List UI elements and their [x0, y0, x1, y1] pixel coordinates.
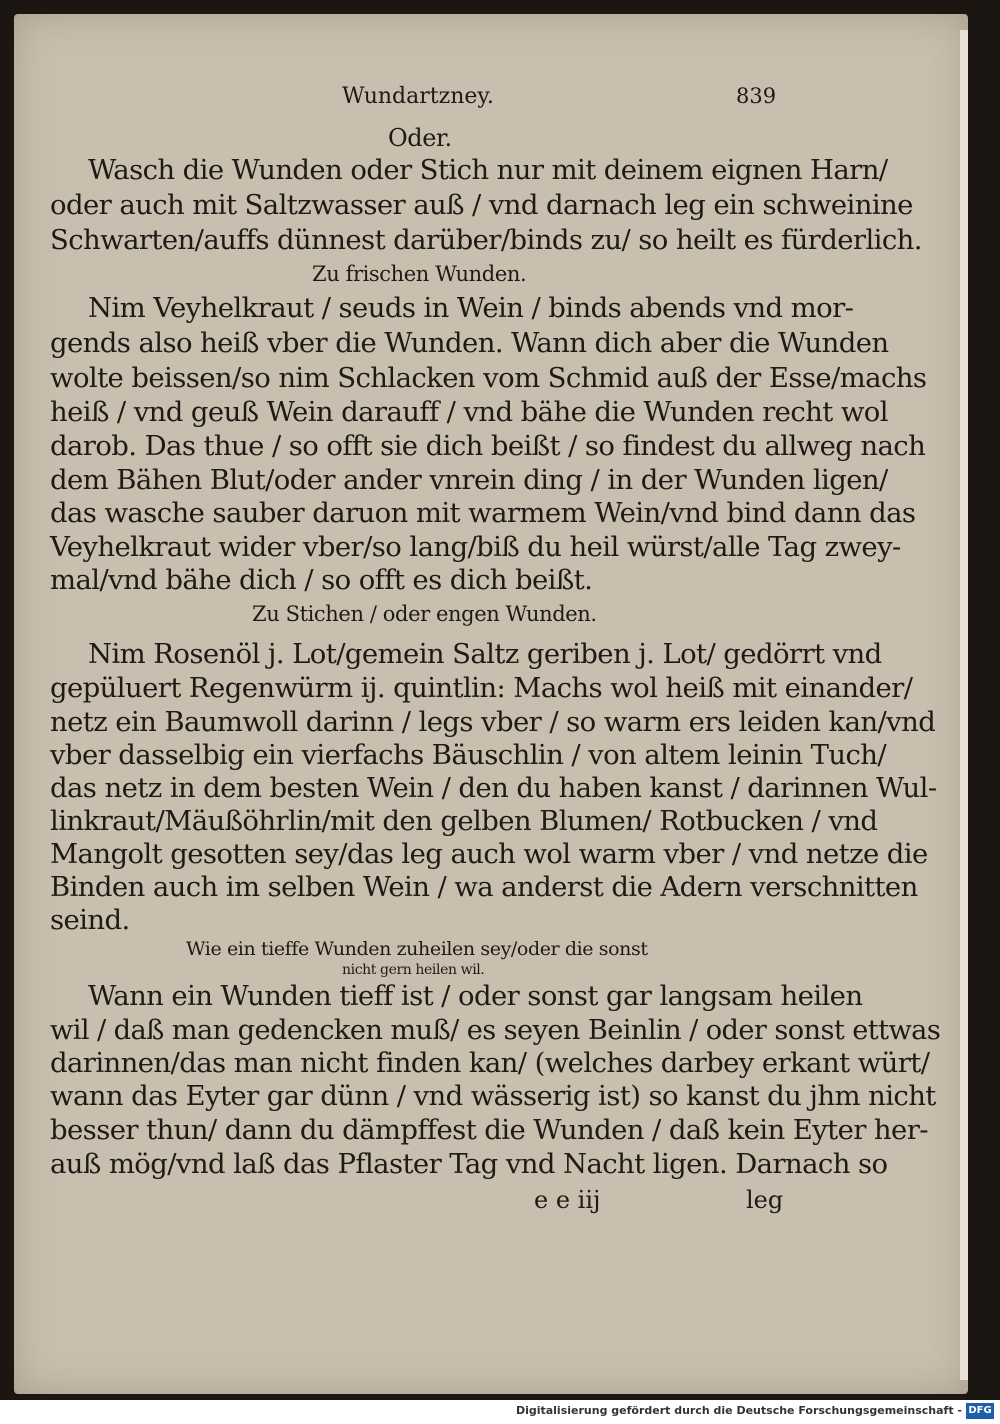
section-heading: Zu Stichen / oder engen Wunden.: [252, 602, 597, 626]
section-heading: Wie ein tieffe Wunden zuheilen sey/oder die sonst: [186, 938, 648, 960]
text-line: gends also heiß vber die Wunden. Wann dich aber die Wunden: [50, 327, 889, 359]
signature-mark: e e iij: [534, 1186, 601, 1214]
text-line: linkraut/Mäußöhrlin/mit den gelben Blumen/ Rotbucken / vnd: [50, 805, 878, 837]
text-line: seind.: [50, 904, 130, 936]
text-line: auß mög/vnd laß das Pflaster Tag vnd Nacht ligen. Darnach so: [50, 1148, 888, 1180]
text-line: Wann ein Wunden tieff ist / oder sonst gar langsam heilen: [88, 980, 863, 1012]
text-line: gepüluert Regenwürm ij. quintlin: Machs wol heiß mit einander/: [50, 672, 913, 704]
text-line: heiß / vnd geuß Wein darauff / vnd bähe die Wunden recht wol: [50, 396, 888, 428]
text-line: Nim Veyhelkraut / seuds in Wein / binds abends vnd mor-: [88, 292, 854, 324]
section-heading: Oder.: [388, 124, 452, 152]
text-line: oder auch mit Saltzwasser auß / vnd darnach leg ein schweinine: [50, 189, 913, 221]
text-line: Nim Rosenöl j. Lot/gemein Saltz geriben j. Lot/ gedörrt vnd: [88, 638, 882, 670]
text-line: wann das Eyter gar dünn / vnd wässerig ist) so kanst du jhm nicht: [50, 1080, 936, 1112]
text-line: vber dasselbig ein vierfachs Bäuschlin / von altem leinin Tuch/: [50, 739, 887, 771]
page-number: 839: [736, 84, 777, 108]
page-edge: [960, 30, 968, 1380]
text-line: netz ein Baumwoll darinn / legs vber / so warm ers leiden kan/vnd: [50, 706, 936, 738]
section-heading: Zu frischen Wunden.: [312, 262, 527, 286]
text-line: darob. Das thue / so offt sie dich beißt / so findest du allweg nach: [50, 430, 926, 462]
section-heading-continued: nicht gern heilen wil.: [342, 962, 485, 978]
text-line: Binden auch im selben Wein / wa anderst die Adern verschnitten: [50, 871, 918, 903]
dfg-logo-icon: DFG: [966, 1403, 994, 1419]
text-line: Veyhelkraut wider vber/so lang/biß du heil würst/alle Tag zwey-: [50, 531, 901, 563]
text-line: Mangolt gesotten sey/das leg auch wol warm vber / vnd netze die: [50, 838, 928, 870]
text-line: das netz in dem besten Wein / den du haben kanst / darinnen Wul-: [50, 772, 937, 804]
text-line: darinnen/das man nicht finden kan/ (welches darbey erkant würt/: [50, 1047, 930, 1079]
text-line: mal/vnd bähe dich / so offt es dich beißt.: [50, 564, 593, 596]
running-title: Wundartzney.: [342, 84, 494, 109]
text-line: dem Bähen Blut/oder ander vnrein ding / in der Wunden ligen/: [50, 464, 888, 496]
text-line: wil / daß man gedencken muß/ es seyen Beinlin / oder sonst ettwas: [50, 1014, 941, 1046]
text-line: das wasche sauber daruon mit warmem Wein/vnd bind dann das: [50, 497, 916, 529]
footer-bar: [0, 1400, 1000, 1424]
text-line: besser thun/ dann du dämpffest die Wunden / daß kein Eyter her-: [50, 1114, 928, 1146]
text-line: Wasch die Wunden oder Stich nur mit deinem eignen Harn/: [88, 154, 888, 186]
text-line: Schwarten/auffs dünnest darüber/binds zu/ so heilt es fürderlich.: [50, 224, 922, 256]
book-page: [14, 14, 968, 1394]
catchword: leg: [746, 1186, 784, 1214]
text-line: wolte beissen/so nim Schlacken vom Schmid auß der Esse/machs: [50, 362, 927, 394]
funding-credit: Digitalisierung gefördert durch die Deutsche Forschungsgemeinschaft -: [515, 1404, 962, 1417]
